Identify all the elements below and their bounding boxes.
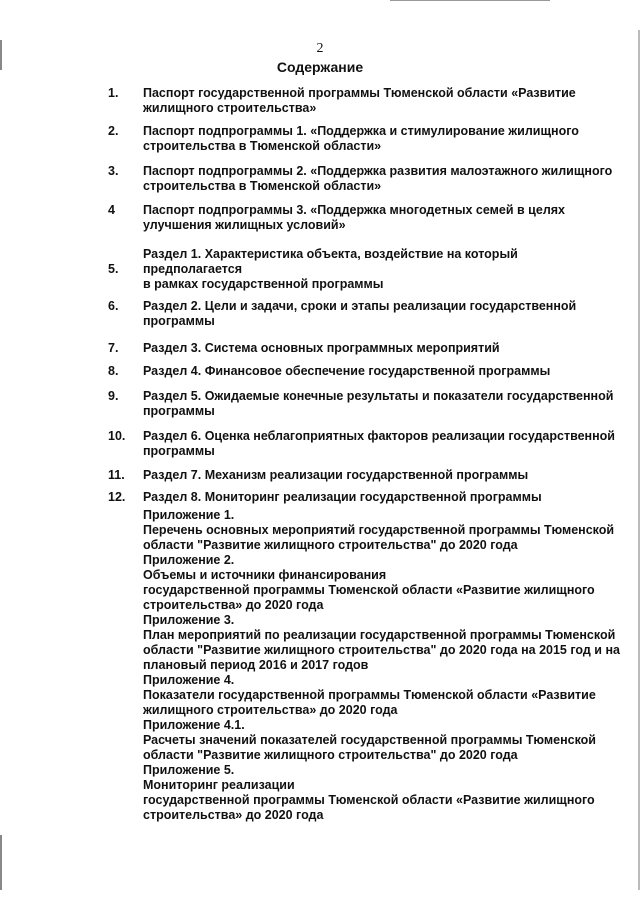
toc-item-text: строительства в Тюменской области»: [143, 179, 382, 193]
scan-left-edge-bottom: [0, 835, 2, 890]
toc-item-number: 5.: [108, 262, 119, 276]
toc-item-text: Раздел 5. Ожидаемые конечные результаты и показатели государственной: [143, 389, 614, 403]
appendix-text: Перечень основных мероприятий государственной программы Тюменской: [143, 523, 615, 537]
toc-item-text: программы: [143, 314, 215, 328]
appendix-text: области "Развитие жилищного строительства" до 2020 года: [143, 538, 518, 552]
toc-item-text: Раздел 6. Оценка неблагоприятных факторов реализации государственной: [143, 429, 615, 443]
toc-item-text: строительства в Тюменской области»: [143, 139, 382, 153]
page-number: 2: [316, 41, 324, 56]
appendix-text: Расчеты значений показателей государственной программы Тюменской: [143, 733, 596, 747]
toc-item-text: жилищного строительства»: [143, 101, 317, 115]
appendix-heading: Приложение 5.: [143, 763, 235, 777]
toc-item-number: 1.: [108, 86, 119, 100]
toc-item-number: 7.: [108, 341, 119, 355]
toc-item-number: 3.: [108, 164, 119, 178]
appendix-list: [143, 508, 618, 823]
toc-item-text: Паспорт подпрограммы 1. «Поддержка и стимулирование жилищного: [143, 124, 579, 138]
toc-item-text: программы: [143, 404, 215, 418]
appendix-text: плановый период 2016 и 2017 годов: [143, 658, 369, 672]
toc-item-number: 4: [108, 203, 115, 217]
appendix-heading: Приложение 4.1.: [143, 718, 245, 732]
toc-item-number: 6.: [108, 299, 119, 313]
toc-item-text: программы: [143, 444, 215, 458]
toc-item-number: 12.: [108, 490, 126, 504]
toc-item-text: Раздел 3. Система основных программных мероприятий: [143, 341, 500, 355]
toc-item-text: Паспорт подпрограммы 2. «Поддержка развития малоэтажного жилищного: [143, 164, 613, 178]
toc-item-text: Паспорт подпрограммы 3. «Поддержка многодетных семей в целях: [143, 203, 566, 217]
toc-item-text: Раздел 4. Финансовое обеспечение государственной программы: [143, 364, 551, 378]
toc-item-text: улучшения жилищных условий»: [143, 218, 346, 232]
appendix-text: строительства» до 2020 года: [143, 808, 324, 822]
appendix-heading: Приложение 4.: [143, 673, 235, 687]
appendix-text: области "Развитие жилищного строительства" до 2020 года: [143, 748, 518, 762]
toc-item-text: Раздел 1. Характеристика объекта, воздействие на который предполагается: [143, 247, 518, 276]
toc-item-number: 2.: [108, 124, 119, 138]
appendix-text: Показатели государственной программы Тюменской области «Развитие: [143, 688, 596, 702]
appendix-text: государственной программы Тюменской области «Развитие жилищного: [143, 583, 595, 597]
scan-top-line: [390, 0, 550, 1]
appendix-heading: Приложение 3.: [143, 613, 235, 627]
toc-item-text: в рамках государственной программы: [143, 277, 384, 291]
appendix-text: Мониторинг реализации: [143, 778, 295, 792]
toc-item-number: 8.: [108, 364, 119, 378]
toc-item-text: Паспорт государственной программы Тюменской области «Развитие: [143, 86, 576, 100]
appendix-text: жилищного строительства» до 2020 года: [143, 703, 398, 717]
appendix-heading: Приложение 2.: [143, 553, 235, 567]
toc-item-text: Раздел 2. Цели и задачи, сроки и этапы реализации государственной: [143, 299, 577, 313]
toc-item-number: 10.: [108, 429, 126, 443]
toc-item-number: 11.: [108, 468, 125, 482]
toc-item-text: Раздел 7. Механизм реализации государственной программы: [143, 468, 529, 482]
appendix-text: строительства» до 2020 года: [143, 598, 324, 612]
toc-item-text: Раздел 8. Мониторинг реализации государственной программы: [143, 490, 542, 504]
appendix-text: План мероприятий по реализации государственной программы Тюменской: [143, 628, 616, 642]
toc-item-number: 9.: [108, 389, 119, 403]
appendix-text: области "Развитие жилищного строительства" до 2020 года на 2015 год и на: [143, 643, 620, 657]
page-title: Содержание: [276, 59, 364, 75]
appendix-heading: Приложение 1.: [143, 508, 235, 522]
appendix-text: Объемы и источники финансирования: [143, 568, 387, 582]
appendix-text: государственной программы Тюменской области «Развитие жилищного: [143, 793, 595, 807]
